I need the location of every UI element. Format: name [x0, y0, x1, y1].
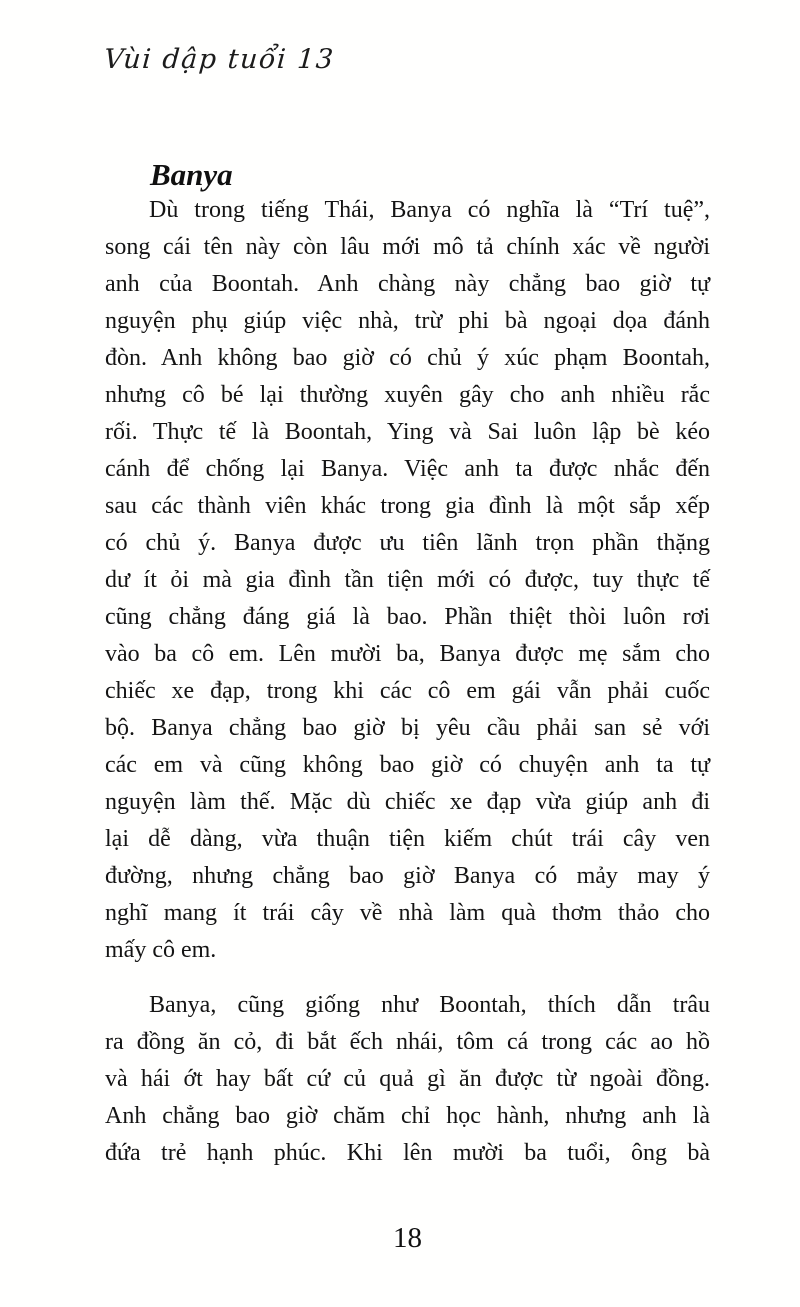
body-line: nguyện làm thế. Mặc dù chiếc xe đạp vừa giúp anh đi [105, 789, 710, 815]
body-line: anh của Boontah. Anh chàng này chẳng bao giờ tự [105, 271, 710, 297]
body-line: sau các thành viên khác trong gia đình là một sắp xếp [105, 493, 710, 519]
page-number: 18 [393, 1222, 422, 1254]
body-line: đường, nhưng chẳng bao giờ Banya có mảy may ý [105, 863, 710, 889]
body-text [105, 192, 710, 1172]
body-line: Dù trong tiếng Thái, Banya có nghĩa là “Trí tuệ”, [149, 197, 710, 223]
body-line: vào ba cô em. Lên mười ba, Banya được mẹ sắm cho [105, 641, 710, 667]
body-line: ra đồng ăn cỏ, đi bắt ếch nhái, tôm cá trong các ao hồ [105, 1029, 710, 1055]
body-line: Banya, cũng giống như Boontah, thích dẫn trâu [149, 992, 710, 1018]
body-line: và hái ớt hay bất cứ củ quả gì ăn được từ ngoài đồng. [105, 1066, 710, 1092]
body-line: cũng chẳng đáng giá là bao. Phần thiệt thòi luôn rơi [105, 604, 710, 630]
paragraph-2 [105, 987, 710, 1172]
running-header: Vùi dập tuổi 13 [103, 44, 336, 75]
body-line: đứa trẻ hạnh phúc. Khi lên mười ba tuổi, ông bà [105, 1140, 710, 1166]
paragraph-1 [105, 192, 710, 969]
body-line: đòn. Anh không bao giờ có chủ ý xúc phạm Boontah, [105, 345, 710, 371]
chapter-title: Banya [150, 156, 233, 192]
body-line: có chủ ý. Banya được ưu tiên lãnh trọn phần thặng [105, 530, 710, 556]
body-line: bộ. Banya chẳng bao giờ bị yêu cầu phải san sẻ với [105, 715, 710, 741]
body-line: dư ít ỏi mà gia đình tần tiện mới có được, tuy thực tế [105, 567, 710, 593]
body-line: nhưng cô bé lại thường xuyên gây cho anh nhiều rắc [105, 382, 710, 408]
body-line: Anh chẳng bao giờ chăm chỉ học hành, nhưng anh là [105, 1103, 710, 1129]
body-line: mấy cô em. [105, 937, 217, 963]
body-line: cánh để chống lại Banya. Việc anh ta được nhắc đến [105, 456, 710, 482]
body-line: nghĩ mang ít trái cây về nhà làm quà thơm thảo cho [105, 900, 710, 926]
body-line: nguyện phụ giúp việc nhà, trừ phi bà ngoại dọa đánh [105, 308, 710, 334]
body-line: lại dễ dàng, vừa thuận tiện kiếm chút trái cây ven [105, 826, 710, 852]
body-line: rối. Thực tế là Boontah, Ying và Sai luôn lập bè kéo [105, 419, 710, 445]
body-line: song cái tên này còn lâu mới mô tả chính xác về người [105, 234, 710, 260]
body-line: chiếc xe đạp, trong khi các cô em gái vẫn phải cuốc [105, 678, 710, 704]
body-line: các em và cũng không bao giờ có chuyện anh ta tự [105, 752, 710, 778]
